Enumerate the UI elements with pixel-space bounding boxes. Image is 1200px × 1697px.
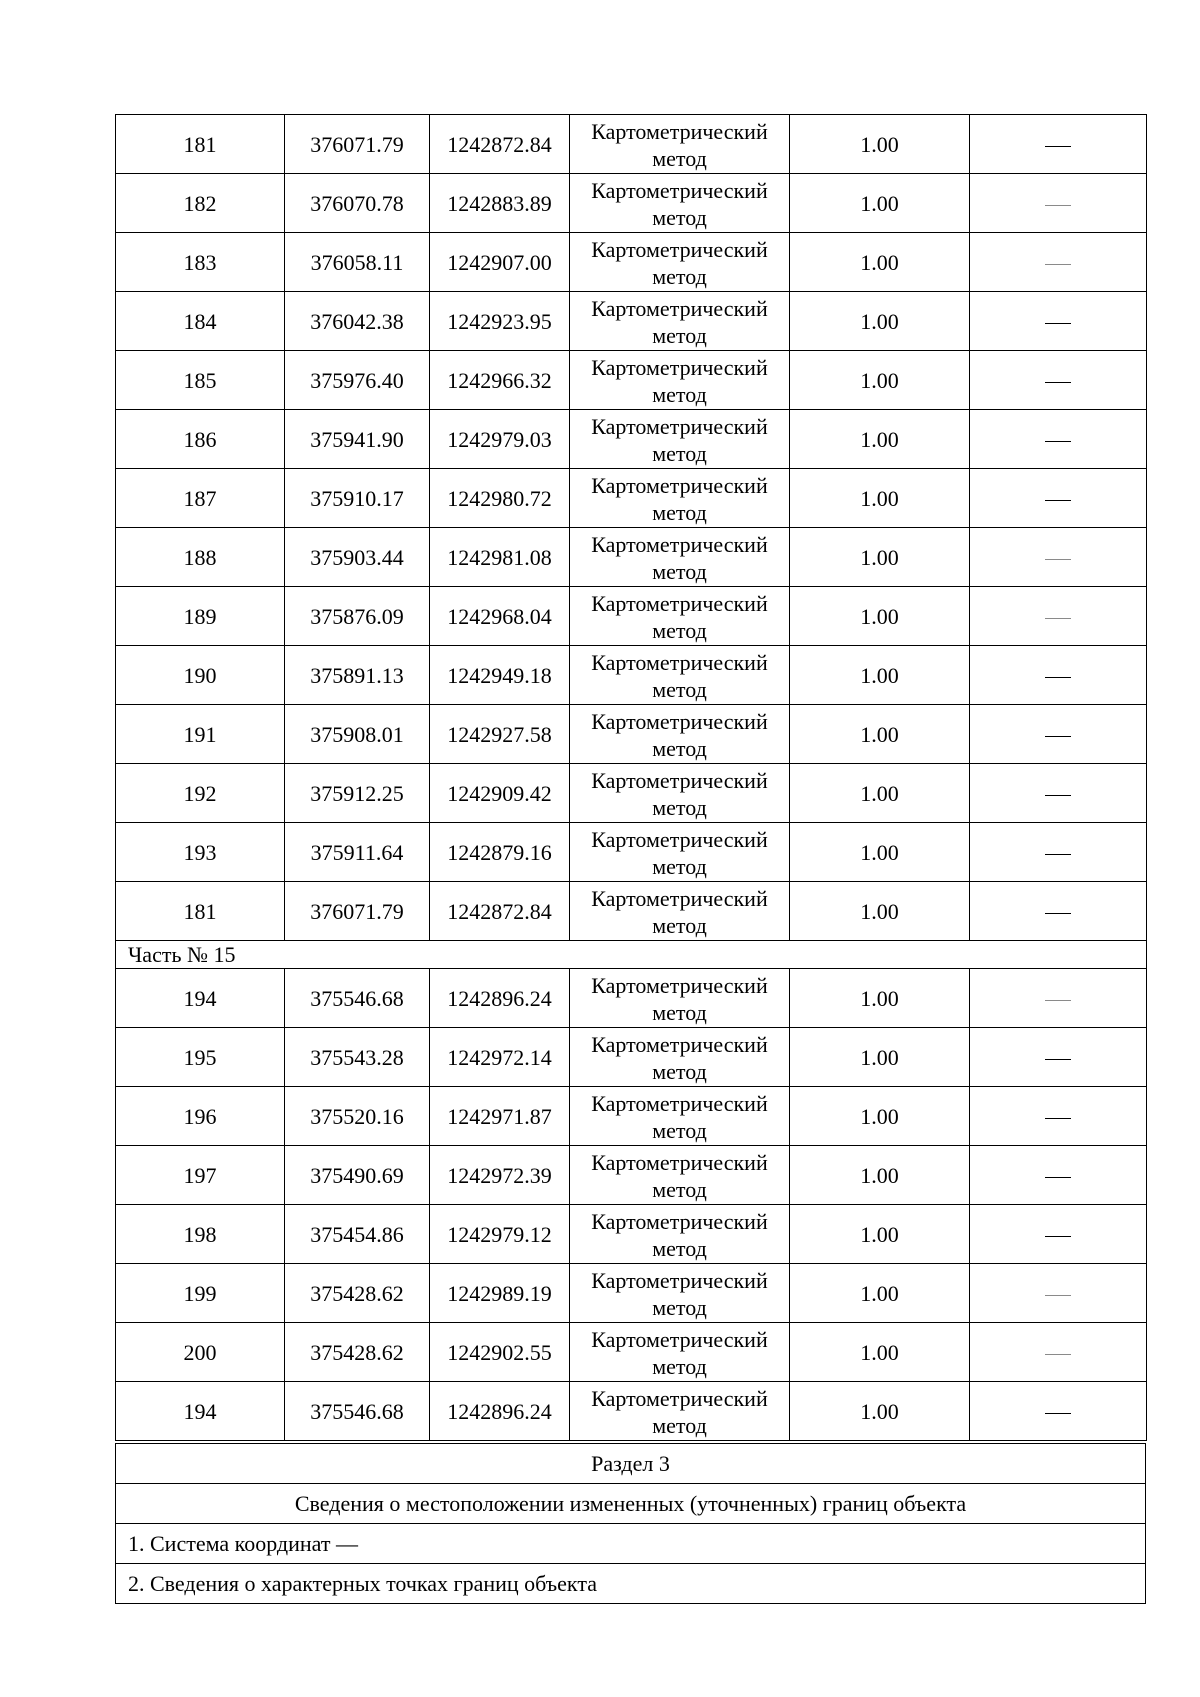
table-row <box>116 1382 1147 1441</box>
point-number-cell: 194 <box>116 969 285 1028</box>
method-line-1: Картометрический <box>591 237 768 262</box>
coordinate-system-item: 1. Система координат — <box>116 1524 1146 1564</box>
point-number-cell: 191 <box>116 705 285 764</box>
point-number-cell: 197 <box>116 1146 285 1205</box>
dash-mark <box>1045 1118 1071 1119</box>
method-line-1: Картометрический <box>591 973 768 998</box>
y-coordinate-cell: 1242927.58 <box>430 705 570 764</box>
y-coordinate-cell: 1242979.03 <box>430 410 570 469</box>
part-15-label: Часть № 15 <box>116 941 1147 969</box>
method-line-2: метод <box>652 736 707 761</box>
method-cell <box>570 469 790 528</box>
table-row <box>116 115 1147 174</box>
x-coordinate-cell: 376070.78 <box>285 174 430 233</box>
note-cell <box>970 1382 1147 1441</box>
y-coordinate-cell: 1242896.24 <box>430 969 570 1028</box>
accuracy-cell: 1.00 <box>790 1323 970 1382</box>
dash-mark <box>1045 500 1071 501</box>
method-line-2: метод <box>652 1354 707 1379</box>
method-line-1: Картометрический <box>591 1268 768 1293</box>
note-cell <box>970 1264 1147 1323</box>
dash-mark <box>1045 146 1071 147</box>
method-line-1: Картометрический <box>591 414 768 439</box>
y-coordinate-cell: 1242879.16 <box>430 823 570 882</box>
point-number-cell: 196 <box>116 1087 285 1146</box>
dash-mark <box>1045 441 1071 442</box>
dash-mark <box>1045 854 1071 855</box>
point-number-cell: 186 <box>116 410 285 469</box>
point-number-cell: 187 <box>116 469 285 528</box>
method-line-2: метод <box>652 559 707 584</box>
method-line-1: Картометрический <box>591 296 768 321</box>
table-row <box>116 233 1147 292</box>
note-cell <box>970 351 1147 410</box>
x-coordinate-cell: 375876.09 <box>285 587 430 646</box>
note-cell <box>970 410 1147 469</box>
note-cell <box>970 469 1147 528</box>
method-line-1: Картометрический <box>591 1150 768 1175</box>
accuracy-cell: 1.00 <box>790 528 970 587</box>
method-line-1: Картометрический <box>591 178 768 203</box>
table-row <box>116 174 1147 233</box>
method-line-1: Картометрический <box>591 355 768 380</box>
method-cell <box>570 1087 790 1146</box>
section-3-title: Раздел 3 <box>116 1444 1146 1484</box>
point-number-cell: 200 <box>116 1323 285 1382</box>
y-coordinate-cell: 1242966.32 <box>430 351 570 410</box>
accuracy-cell: 1.00 <box>790 1382 970 1441</box>
method-line-1: Картометрический <box>591 1091 768 1116</box>
method-cell <box>570 115 790 174</box>
method-line-2: метод <box>652 1413 707 1438</box>
method-cell <box>570 1382 790 1441</box>
accuracy-cell: 1.00 <box>790 1146 970 1205</box>
dash-mark <box>1045 795 1071 796</box>
method-cell <box>570 1205 790 1264</box>
y-coordinate-cell: 1242989.19 <box>430 1264 570 1323</box>
method-cell <box>570 528 790 587</box>
table-row <box>116 1028 1147 1087</box>
dash-mark <box>1045 1236 1071 1237</box>
dash-mark <box>1045 559 1071 560</box>
table-row <box>116 1205 1147 1264</box>
y-coordinate-cell: 1242907.00 <box>430 233 570 292</box>
y-coordinate-cell: 1242923.95 <box>430 292 570 351</box>
method-line-2: метод <box>652 323 707 348</box>
method-cell <box>570 292 790 351</box>
dash-mark <box>1045 1295 1071 1296</box>
point-number-cell: 185 <box>116 351 285 410</box>
point-number-cell: 183 <box>116 233 285 292</box>
method-line-1: Картометрический <box>591 650 768 675</box>
point-number-cell: 181 <box>116 882 285 941</box>
note-cell <box>970 174 1147 233</box>
method-line-1: Картометрический <box>591 1327 768 1352</box>
table-row <box>116 528 1147 587</box>
y-coordinate-cell: 1242949.18 <box>430 646 570 705</box>
x-coordinate-cell: 375903.44 <box>285 528 430 587</box>
table-row <box>116 969 1147 1028</box>
table-row <box>116 1087 1147 1146</box>
method-cell <box>570 1264 790 1323</box>
note-cell <box>970 764 1147 823</box>
note-cell <box>970 705 1147 764</box>
point-number-cell: 192 <box>116 764 285 823</box>
x-coordinate-cell: 375490.69 <box>285 1146 430 1205</box>
accuracy-cell: 1.00 <box>790 823 970 882</box>
method-line-1: Картометрический <box>591 1032 768 1057</box>
part-15-header <box>116 941 1147 969</box>
x-coordinate-cell: 375520.16 <box>285 1087 430 1146</box>
x-coordinate-cell: 375912.25 <box>285 764 430 823</box>
accuracy-cell: 1.00 <box>790 1087 970 1146</box>
x-coordinate-cell: 375454.86 <box>285 1205 430 1264</box>
method-line-2: метод <box>652 1000 707 1025</box>
method-line-2: метод <box>652 382 707 407</box>
method-cell <box>570 1146 790 1205</box>
table-row <box>116 1264 1147 1323</box>
note-cell <box>970 1087 1147 1146</box>
y-coordinate-cell: 1242872.84 <box>430 115 570 174</box>
note-cell <box>970 587 1147 646</box>
dash-mark <box>1045 323 1071 324</box>
method-cell <box>570 351 790 410</box>
method-line-2: метод <box>652 913 707 938</box>
x-coordinate-cell: 375910.17 <box>285 469 430 528</box>
x-coordinate-cell: 375546.68 <box>285 1382 430 1441</box>
method-line-2: метод <box>652 264 707 289</box>
method-line-1: Картометрический <box>591 532 768 557</box>
accuracy-cell: 1.00 <box>790 351 970 410</box>
part-14-rows <box>116 115 1147 941</box>
method-cell <box>570 823 790 882</box>
method-line-2: метод <box>652 205 707 230</box>
table-row <box>116 1323 1147 1382</box>
x-coordinate-cell: 376058.11 <box>285 233 430 292</box>
dash-mark <box>1045 1059 1071 1060</box>
accuracy-cell: 1.00 <box>790 969 970 1028</box>
method-line-2: метод <box>652 146 707 171</box>
x-coordinate-cell: 375546.68 <box>285 969 430 1028</box>
document-page <box>115 114 1146 1604</box>
method-cell <box>570 410 790 469</box>
method-line-2: метод <box>652 1177 707 1202</box>
dash-mark <box>1045 736 1071 737</box>
table-row <box>116 882 1147 941</box>
method-line-1: Картометрический <box>591 827 768 852</box>
method-line-1: Картометрический <box>591 119 768 144</box>
part-15-rows <box>116 969 1147 1441</box>
accuracy-cell: 1.00 <box>790 1205 970 1264</box>
note-cell <box>970 969 1147 1028</box>
dash-mark <box>1045 618 1071 619</box>
method-cell <box>570 587 790 646</box>
table-row <box>116 469 1147 528</box>
y-coordinate-cell: 1242980.72 <box>430 469 570 528</box>
point-number-cell: 188 <box>116 528 285 587</box>
method-cell <box>570 764 790 823</box>
point-number-cell: 195 <box>116 1028 285 1087</box>
method-line-1: Картометрический <box>591 1386 768 1411</box>
method-cell <box>570 1028 790 1087</box>
point-number-cell: 182 <box>116 174 285 233</box>
method-cell <box>570 882 790 941</box>
method-line-1: Картометрический <box>591 768 768 793</box>
x-coordinate-cell: 375976.40 <box>285 351 430 410</box>
method-line-1: Картометрический <box>591 591 768 616</box>
table-row <box>116 1146 1147 1205</box>
point-number-cell: 193 <box>116 823 285 882</box>
accuracy-cell: 1.00 <box>790 587 970 646</box>
accuracy-cell: 1.00 <box>790 1264 970 1323</box>
section-3-subtitle: Сведения о местоположении измененных (уточненных) границ объекта <box>116 1484 1146 1524</box>
point-number-cell: 194 <box>116 1382 285 1441</box>
dash-mark <box>1045 382 1071 383</box>
coordinates-table <box>115 114 1147 1441</box>
accuracy-cell: 1.00 <box>790 410 970 469</box>
y-coordinate-cell: 1242883.89 <box>430 174 570 233</box>
method-line-2: метод <box>652 795 707 820</box>
dash-mark <box>1045 677 1071 678</box>
x-coordinate-cell: 375428.62 <box>285 1264 430 1323</box>
y-coordinate-cell: 1242872.84 <box>430 882 570 941</box>
table-row <box>116 410 1147 469</box>
y-coordinate-cell: 1242968.04 <box>430 587 570 646</box>
note-cell <box>970 1323 1147 1382</box>
accuracy-cell: 1.00 <box>790 233 970 292</box>
x-coordinate-cell: 375911.64 <box>285 823 430 882</box>
note-cell <box>970 233 1147 292</box>
accuracy-cell: 1.00 <box>790 705 970 764</box>
dash-mark <box>1045 1413 1071 1414</box>
note-cell <box>970 115 1147 174</box>
y-coordinate-cell: 1242981.08 <box>430 528 570 587</box>
table-row <box>116 646 1147 705</box>
dash-mark <box>1045 264 1071 265</box>
note-cell <box>970 882 1147 941</box>
section-3-table <box>115 1443 1146 1604</box>
dash-mark <box>1045 1000 1071 1001</box>
point-number-cell: 181 <box>116 115 285 174</box>
x-coordinate-cell: 375891.13 <box>285 646 430 705</box>
method-line-2: метод <box>652 1236 707 1261</box>
method-line-2: метод <box>652 854 707 879</box>
note-cell <box>970 1028 1147 1087</box>
x-coordinate-cell: 376042.38 <box>285 292 430 351</box>
accuracy-cell: 1.00 <box>790 646 970 705</box>
method-cell <box>570 174 790 233</box>
accuracy-cell: 1.00 <box>790 1028 970 1087</box>
point-number-cell: 189 <box>116 587 285 646</box>
y-coordinate-cell: 1242909.42 <box>430 764 570 823</box>
note-cell <box>970 823 1147 882</box>
method-line-2: метод <box>652 677 707 702</box>
table-row <box>116 705 1147 764</box>
method-line-2: метод <box>652 1295 707 1320</box>
method-line-2: метод <box>652 441 707 466</box>
point-number-cell: 184 <box>116 292 285 351</box>
table-row <box>116 823 1147 882</box>
x-coordinate-cell: 375428.62 <box>285 1323 430 1382</box>
method-line-2: метод <box>652 1118 707 1143</box>
accuracy-cell: 1.00 <box>790 292 970 351</box>
y-coordinate-cell: 1242896.24 <box>430 1382 570 1441</box>
table-row <box>116 764 1147 823</box>
x-coordinate-cell: 375941.90 <box>285 410 430 469</box>
note-cell <box>970 1205 1147 1264</box>
method-line-2: метод <box>652 1059 707 1084</box>
note-cell <box>970 292 1147 351</box>
method-line-1: Картометрический <box>591 886 768 911</box>
table-row <box>116 292 1147 351</box>
accuracy-cell: 1.00 <box>790 764 970 823</box>
note-cell <box>970 1146 1147 1205</box>
x-coordinate-cell: 375908.01 <box>285 705 430 764</box>
accuracy-cell: 1.00 <box>790 882 970 941</box>
y-coordinate-cell: 1242972.39 <box>430 1146 570 1205</box>
dash-mark <box>1045 205 1071 206</box>
dash-mark <box>1045 913 1071 914</box>
note-cell <box>970 646 1147 705</box>
y-coordinate-cell: 1242902.55 <box>430 1323 570 1382</box>
y-coordinate-cell: 1242972.14 <box>430 1028 570 1087</box>
dash-mark <box>1045 1354 1071 1355</box>
x-coordinate-cell: 375543.28 <box>285 1028 430 1087</box>
table-row <box>116 351 1147 410</box>
method-cell <box>570 969 790 1028</box>
method-line-1: Картометрический <box>591 473 768 498</box>
x-coordinate-cell: 376071.79 <box>285 115 430 174</box>
method-cell <box>570 1323 790 1382</box>
point-number-cell: 190 <box>116 646 285 705</box>
point-number-cell: 199 <box>116 1264 285 1323</box>
x-coordinate-cell: 376071.79 <box>285 882 430 941</box>
dash-mark <box>1045 1177 1071 1178</box>
method-cell <box>570 705 790 764</box>
accuracy-cell: 1.00 <box>790 115 970 174</box>
method-line-1: Картометрический <box>591 709 768 734</box>
y-coordinate-cell: 1242971.87 <box>430 1087 570 1146</box>
boundary-points-item: 2. Сведения о характерных точках границ объекта <box>116 1564 1146 1604</box>
accuracy-cell: 1.00 <box>790 469 970 528</box>
point-number-cell: 198 <box>116 1205 285 1264</box>
note-cell <box>970 528 1147 587</box>
accuracy-cell: 1.00 <box>790 174 970 233</box>
method-line-1: Картометрический <box>591 1209 768 1234</box>
method-line-2: метод <box>652 500 707 525</box>
table-row <box>116 587 1147 646</box>
method-line-2: метод <box>652 618 707 643</box>
method-cell <box>570 233 790 292</box>
method-cell <box>570 646 790 705</box>
y-coordinate-cell: 1242979.12 <box>430 1205 570 1264</box>
